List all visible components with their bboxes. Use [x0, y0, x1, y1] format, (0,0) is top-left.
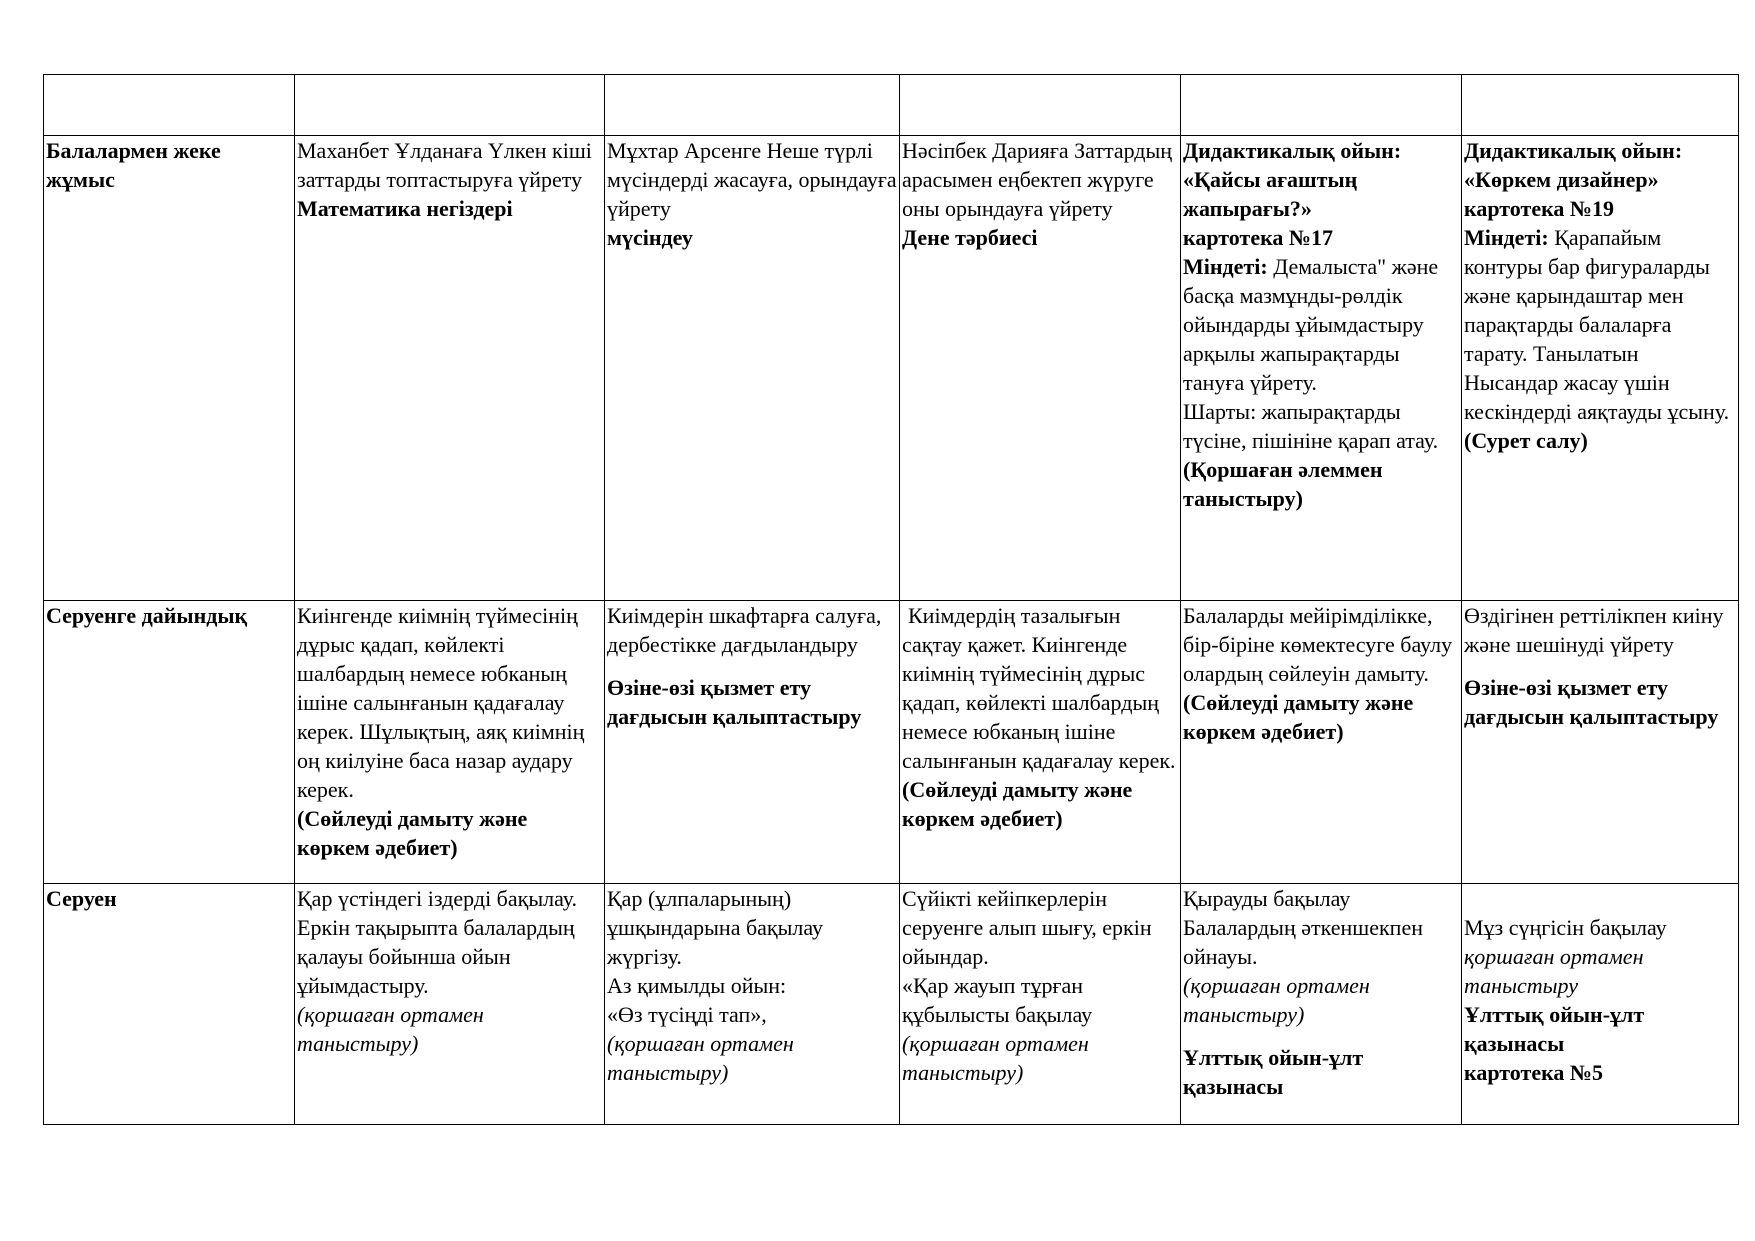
table-cell: [295, 601, 605, 884]
table-row-walk-preparation: [44, 601, 1739, 884]
row-label-cell: [44, 601, 295, 884]
activity-text: Балалардың әткеншекпен ойнауы.: [1183, 915, 1423, 969]
activity-text: Киінгенде киімнің түймесінің дұрыс қадап, көйлекті шалбардың немесе юбканың ішіне салынғанын қадағалау керек. Шұлықтың, аяқ киімнің оң киілуіне баса назар аудару керек.: [297, 603, 585, 802]
task-text: Қарапайым контуры бар фигураларды және қарындаштар мен парақтарды балаларға тарату. Танылатын Нысандар жасау үшін кескіндерді аяқтауды ұсыну.: [1464, 225, 1730, 424]
table-cell: [1462, 884, 1739, 1125]
table-cell: [605, 601, 900, 884]
table-cell: [1462, 75, 1739, 136]
table-row-header-empty: [44, 75, 1739, 136]
table-cell: [1181, 601, 1462, 884]
task-label: Міндеті:: [1183, 254, 1268, 279]
activity-text: Мұз сүңгісін бақылау: [1464, 915, 1667, 940]
subject-label: (Сөйлеуді дамыту және көркем әдебиет): [902, 777, 1133, 831]
table-cell: [900, 136, 1181, 601]
subject-label: Дене тәрбиесі: [902, 225, 1038, 250]
subject-label: (Сөйлеуді дамыту және көркем әдебиет): [1183, 690, 1414, 744]
table-cell: [1181, 884, 1462, 1125]
table-cell: [900, 601, 1181, 884]
table-cell: [605, 884, 900, 1125]
subject-label: (қоршаған ортамен таныстыру): [607, 1031, 794, 1085]
subject-label: (Қоршаған әлеммен таныстыру): [1183, 457, 1383, 511]
row-label: Серуенге дайындық: [46, 603, 248, 628]
table-row-individual-work: [44, 136, 1739, 601]
table-cell: [605, 75, 900, 136]
activity-text: Балаларды мейірімділікке, бір-біріне көмектесуге баулу олардың сөйлеуін дамыту.: [1183, 603, 1453, 686]
activity-text: Қырауды бақылау: [1183, 886, 1351, 911]
activity-text: Нәсіпбек Дарияға Заттардың арасымен еңбектеп жүруге оны орындауға үйрету: [902, 138, 1173, 221]
subject-label: Математика негіздері: [297, 196, 513, 221]
subject-label: (қоршаған ортамен таныстыру): [1183, 973, 1370, 1027]
activity-text: Сүйікті кейіпкерлерін серуенге алып шығу, еркін ойындар.: [902, 886, 1152, 969]
task-label: Міндеті:: [1464, 225, 1549, 250]
subject-label: Өзіне-өзі қызмет ету дағдысын қалыптастыру: [1464, 675, 1719, 729]
table-cell: [900, 884, 1181, 1125]
table-cell: [295, 884, 605, 1125]
table-cell: [295, 75, 605, 136]
subject-label: қоршаған ортамен таныстыру: [1464, 944, 1644, 998]
activity-text: Өздігінен реттілікпен киіну және шешінуді үйрету: [1464, 603, 1724, 657]
table-row-walk: [44, 884, 1739, 1125]
activity-text: Қар (ұлпаларының) ұшқындарына бақылау жүргізу.: [607, 886, 824, 969]
activity-text: Еркін тақырыпта балалардың қалауы бойынша ойын ұйымдастыру.: [297, 915, 575, 998]
activity-text: «Қар жауып тұрған құбылысты бақылау: [902, 973, 1093, 1027]
table-cell: [900, 75, 1181, 136]
activity-text: Қар үстіндегі іздерді бақылау.: [297, 886, 578, 911]
table-cell: [605, 136, 900, 601]
row-label: Балалармен жеке жұмыс: [46, 138, 221, 192]
row-label: Серуен: [46, 886, 117, 911]
table-cell: [1462, 601, 1739, 884]
subject-label: (қоршаған ортамен таныстыру): [297, 1002, 484, 1056]
table-cell: [1181, 75, 1462, 136]
row-label-cell: [44, 136, 295, 601]
subject-label: (қоршаған ортамен таныстыру): [902, 1031, 1089, 1085]
subject-label: мүсіндеу: [607, 225, 693, 250]
daily-plan-table: [43, 74, 1739, 1125]
card-number: картотека №17: [1183, 225, 1334, 250]
game-name: Ұлттық ойын-ұлт қазынасы: [1464, 1002, 1645, 1056]
game-name: Ұлттық ойын-ұлт қазынасы: [1183, 1045, 1364, 1099]
subject-label: (Сөйлеуді дамыту және көркем әдебиет): [297, 806, 528, 860]
subject-label: Өзіне-өзі қызмет ету дағдысын қалыптастыру: [607, 675, 862, 729]
activity-text: Мұхтар Арсенге Неше түрлі мүсіндерді жасауға, орындауға үйрету: [607, 138, 897, 221]
table-cell: [1181, 136, 1462, 601]
game-label: Дидактикалық ойын:: [1464, 138, 1683, 163]
activity-text: Киімдерін шкафтарға салуға, дербестікке дағдыландыру: [607, 603, 882, 657]
activity-text: Киімдердің тазалығын сақтау қажет. Киінгенде киімнің түймесінің дұрыс қадап, көйлекті шалбардың немесе юбканың ішіне салынғанын қадағалау керек.: [902, 603, 1176, 773]
row-label-cell: [44, 884, 295, 1125]
activity-text: Маханбет Ұлданаға Үлкен кіші заттарды топтастыруға үйрету: [297, 138, 592, 192]
game-label: Дидактикалық ойын:: [1183, 138, 1402, 163]
game-name: «Көркем дизайнер»: [1464, 167, 1659, 192]
rule-text: Шарты: жапырақтарды түсіне, пішініне қарап атау.: [1183, 399, 1439, 453]
table-cell: [295, 136, 605, 601]
subject-label: (Сурет салу): [1464, 428, 1588, 453]
game-name: «Өз түсіңді тап»,: [607, 1002, 767, 1027]
table-cell: [44, 75, 295, 136]
task-text: Демалыста" және басқа мазмұнды-рөлдік ойындарды ұйымдастыру арқылы жапырақтарды тануға үйрету.: [1183, 254, 1439, 395]
game-name: «Қайсы ағаштың жапырағы?»: [1183, 167, 1358, 221]
card-number: картотека №19: [1464, 196, 1615, 221]
table-cell: [1462, 136, 1739, 601]
card-number: картотека №5: [1464, 1060, 1604, 1085]
activity-text: Аз қимылды ойын:: [607, 973, 787, 998]
